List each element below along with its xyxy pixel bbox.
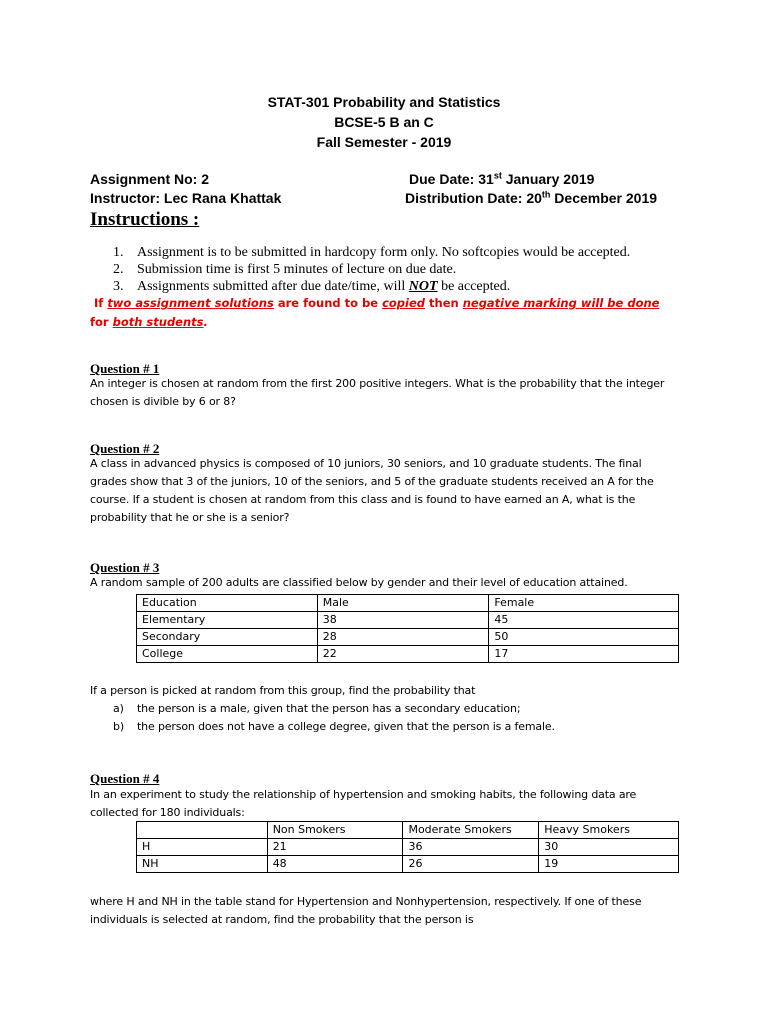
table-cell: 38 (317, 612, 489, 629)
semester-title: Fall Semester - 2019 (316, 134, 452, 150)
instruction-item (113, 244, 630, 261)
due-date-day: Due Date: 31 (409, 171, 494, 187)
table-cell: 21 (267, 839, 403, 856)
education-table (136, 594, 679, 663)
table-cell: 30 (539, 839, 679, 856)
question-4-intro: In an experiment to study the relationship of hypertension and smoking habits, the following data are collected for 180 individuals: (90, 788, 637, 819)
table-header-cell: Heavy Smokers (539, 822, 679, 839)
instruction-text (137, 278, 510, 295)
question-3-title: Question # 3 (90, 560, 160, 575)
question-3-prompt: If a person is picked at random from this group, find the probability that (90, 684, 476, 697)
instruction-item (113, 278, 630, 295)
question-3-intro: A random sample of 200 adults are classified below by gender and their level of education attained. (90, 576, 628, 589)
table-cell: 36 (403, 839, 539, 856)
table-cell: 50 (489, 629, 679, 646)
table-row (137, 856, 679, 873)
part-text: the person is a male, given that the person has a secondary education; (137, 702, 521, 715)
instructions-list (113, 244, 630, 295)
table-header-row (137, 595, 679, 612)
table-cell: 48 (267, 856, 403, 873)
section-title: BCSE-5 B an C (334, 114, 434, 130)
due-date-month: January 2019 (501, 171, 595, 187)
question-4-outro: where H and NH in the table stand for Hypertension and Nonhypertension, respectively. If one of these individuals is selected at random, find the probability that the person is (90, 895, 642, 926)
warning-text: then (425, 296, 463, 310)
question-4-title: Question # 4 (90, 771, 160, 786)
instruction-text: Submission time is first 5 minutes of lecture on due date. (137, 262, 457, 277)
table-cell: Secondary (137, 629, 318, 646)
question-3-parts (113, 700, 555, 736)
instruction-emphasis: NOT (408, 279, 438, 294)
table-row (137, 629, 679, 646)
table-header-cell: Male (317, 595, 489, 612)
table-header-cell: Female (489, 595, 679, 612)
question-2-title: Question # 2 (90, 441, 160, 456)
distribution-date-month: December 2019 (550, 190, 658, 206)
table-header-cell (137, 822, 268, 839)
instruction-text-part: be accepted. (437, 279, 511, 294)
table-cell: H (137, 839, 268, 856)
question-part (113, 718, 555, 736)
question-1-title: Question # 1 (90, 361, 160, 376)
distribution-date-day: Distribution Date: 20 (405, 190, 542, 206)
question-1-text: An integer is chosen at random from the first 200 positive integers. What is the probability that the integer chosen is divible by 6 or 8? (90, 377, 665, 408)
instructions-heading: Instructions : (90, 209, 200, 230)
warning-emphasis: both students (112, 315, 204, 329)
smoking-table (136, 821, 679, 873)
table-cell: Elementary (137, 612, 318, 629)
table-row (137, 646, 679, 663)
table-cell: 22 (317, 646, 489, 663)
warning-text: If (94, 296, 108, 310)
table-cell: 28 (317, 629, 489, 646)
part-text: the person does not have a college degree, given that the person is a female. (137, 720, 555, 733)
instruction-text: Assignment is to be submitted in hardcopy form only. No softcopies would be accepted. (137, 245, 631, 260)
table-header-cell: Moderate Smokers (403, 822, 539, 839)
warning-text: for (90, 315, 113, 329)
table-cell: 19 (539, 856, 679, 873)
table-cell: 26 (403, 856, 539, 873)
course-title: STAT-301 Probability and Statistics (267, 94, 501, 110)
warning-emphasis: negative marking will be done (462, 296, 660, 310)
instruction-number: 2. (113, 262, 124, 277)
part-label: b) (113, 720, 124, 733)
table-cell: 17 (489, 646, 679, 663)
table-row (137, 839, 679, 856)
warning-emphasis: two assignment solutions (107, 296, 274, 310)
warning-text: are found to be (273, 296, 383, 310)
table-header-cell: Education (137, 595, 318, 612)
due-date-suffix: st (493, 170, 502, 181)
instruction-item (113, 261, 630, 278)
distribution-date-suffix: th (541, 189, 551, 200)
instructor-name: Instructor: Lec Rana Khattak (90, 190, 282, 206)
question-2-text: A class in advanced physics is composed of 10 juniors, 30 seniors, and 10 graduate students. The final grades show that 3 of the juniors, 10 of the seniors, and 5 of the graduate students received an A for the course. If a student is chosen at random from this class and is found to have earned an A, what is the probability that he or she is a senior? (90, 457, 654, 524)
warning-text: . (203, 315, 208, 329)
distribution-date (405, 189, 657, 207)
question-part (113, 700, 555, 718)
copying-warning (90, 294, 660, 332)
table-cell: 45 (489, 612, 679, 629)
table-header-row (137, 822, 679, 839)
part-label: a) (113, 702, 124, 715)
instruction-number: 3. (113, 279, 124, 294)
table-cell: College (137, 646, 318, 663)
table-header-cell: Non Smokers (267, 822, 403, 839)
due-date (409, 170, 594, 188)
table-row (137, 612, 679, 629)
instruction-text-part: Assignments submitted after due date/time, will (137, 279, 409, 294)
table-cell: NH (137, 856, 268, 873)
instruction-number: 1. (113, 245, 124, 260)
warning-emphasis: copied (382, 296, 426, 310)
assignment-number: Assignment No: 2 (90, 171, 210, 187)
